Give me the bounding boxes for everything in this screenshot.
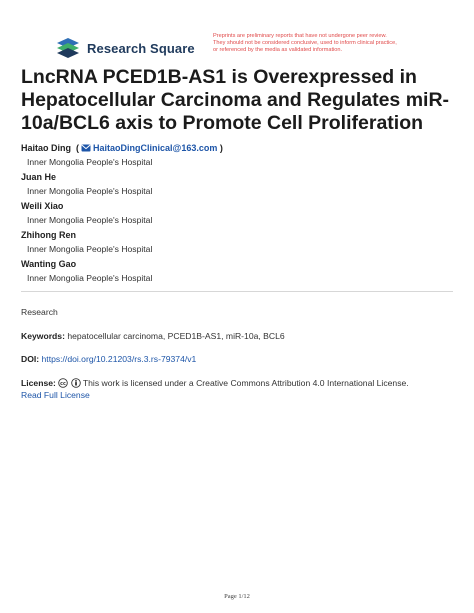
author-name: Weili Xiao — [21, 201, 64, 211]
envelope-icon — [81, 144, 91, 152]
page-number: Page 1/12 — [224, 593, 250, 600]
disclaimer-line: Preprints are preliminary reports that have not undergone peer review. — [213, 33, 387, 39]
author-list — [21, 142, 451, 287]
license-block — [21, 377, 461, 401]
author-item — [21, 171, 451, 199]
author-name: Haitao Ding — [21, 143, 72, 153]
svg-text:cc: cc — [60, 381, 67, 387]
author-name: Zhihong Ren — [21, 230, 76, 240]
keywords-label: Keywords: — [21, 331, 65, 341]
author-email-link[interactable]: HaitaoDingClinical@163.com — [93, 143, 218, 153]
doi-label: DOI: — [21, 354, 40, 364]
doi-line — [21, 354, 461, 364]
license-label: License: — [21, 378, 56, 388]
attribution-icon — [71, 378, 81, 388]
article-type: Research — [21, 307, 58, 317]
paper-title: LncRNA PCED1B-AS1 is Overexpressed in Hepatocellular Carcinoma and Regulates miR-10a/BCL6 axis to Promote Cell Proliferation — [21, 66, 450, 134]
author-name-line — [21, 142, 451, 155]
author-affiliation: Inner Mongolia People's Hospital — [27, 244, 153, 254]
disclaimer-line: or referenced by the media as validated information. — [213, 47, 343, 54]
keywords-value: hepatocellular carcinoma, PCED1B-AS1, miR-10a, BCL6 — [67, 331, 285, 341]
author-affiliation: Inner Mongolia People's Hospital — [27, 273, 153, 283]
header — [55, 33, 424, 65]
email-paren-open: ( — [73, 143, 80, 153]
author-item — [21, 142, 451, 170]
section-divider — [21, 291, 453, 292]
author-name: Juan He — [21, 172, 57, 182]
author-name: Wanting Gao — [21, 259, 77, 269]
author-item — [21, 258, 451, 286]
author-item — [21, 229, 451, 257]
author-affiliation: Inner Mongolia People's Hospital — [27, 215, 153, 225]
preprint-disclaimer — [213, 33, 428, 55]
keywords-line — [21, 331, 461, 341]
research-square-logo[interactable] — [55, 37, 195, 59]
license-text: This work is licensed under a Creative Commons Attribution 4.0 International License. — [82, 378, 409, 388]
license-line — [21, 377, 461, 389]
logo-text: Research Square — [87, 40, 195, 56]
research-square-logo-icon — [55, 37, 81, 59]
creative-commons-icon — [58, 378, 68, 388]
author-affiliation: Inner Mongolia People's Hospital — [27, 186, 153, 196]
author-item — [21, 200, 451, 228]
doi-link[interactable]: https://doi.org/10.21203/rs.3.rs-79374/v1 — [41, 354, 197, 364]
disclaimer-line: They should not be considered conclusive, used to inform clinical practice, — [213, 40, 397, 47]
read-full-license-link[interactable]: Read Full License — [21, 390, 90, 400]
author-affiliation: Inner Mongolia People's Hospital — [27, 157, 153, 167]
email-paren-close: ) — [217, 143, 223, 153]
